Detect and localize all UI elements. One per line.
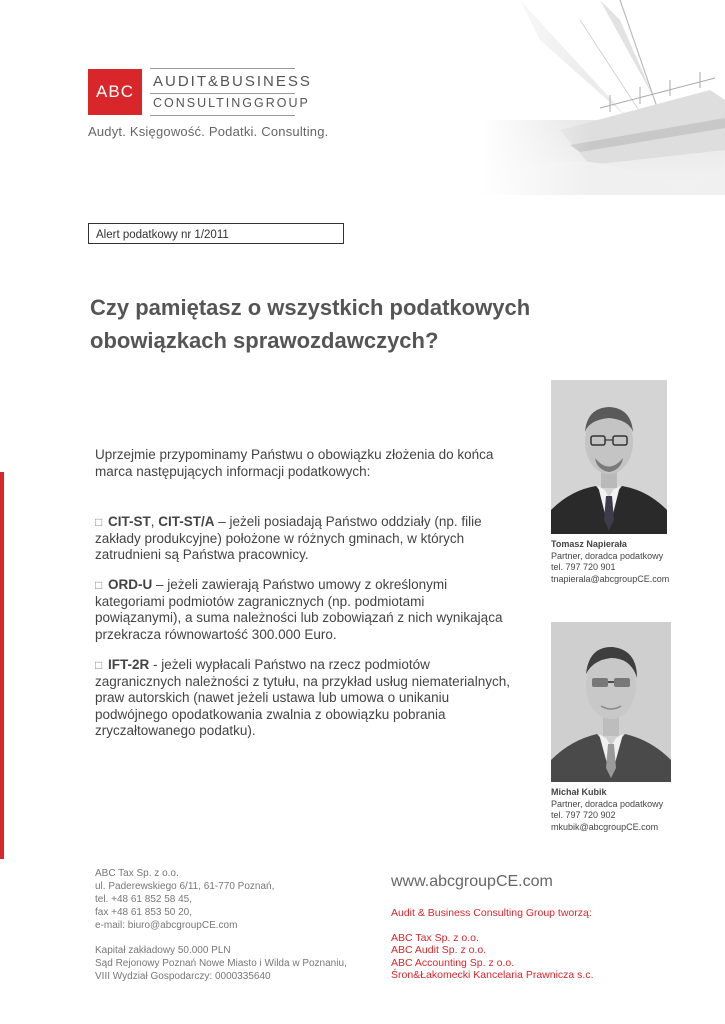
intro-paragraph: Uprzejmie przypominamy Państwu o obowiązku złożenia do końca marca następujących informacji podatkowych:	[95, 447, 494, 479]
checkbox-bullet-icon: □	[95, 658, 103, 672]
company-name: ABC Tax Sp. z o.o.	[95, 868, 179, 879]
person-photo	[551, 622, 671, 782]
abc-logo-mark: ABC	[88, 69, 142, 115]
separator: ,	[150, 514, 159, 529]
company-fax: fax +48 61 853 50 20,	[95, 907, 193, 918]
company-court: Sąd Rejonowy Poznań Nowe Miasto i Wilda w Poznaniu,	[95, 958, 347, 969]
group-member: Śron&Łakomecki Kancelaria Prawnicza s.c.	[391, 969, 594, 981]
person-name: Tomasz Napierała	[551, 539, 627, 549]
website-link[interactable]: www.abcgroupCE.com	[391, 873, 553, 890]
form-code: CIT-ST/A	[158, 514, 215, 529]
person-card	[551, 539, 669, 585]
person-card	[551, 787, 663, 833]
person-role: Partner, doradca podatkowy	[551, 550, 664, 561]
company-address: ul. Paderewskiego 6/11, 61-770 Poznań,	[95, 881, 275, 892]
logo-line1: AUDIT&BUSINESS	[153, 73, 312, 90]
person-phone: tel. 797 720 901	[551, 562, 616, 572]
person-role: Partner, doradca podatkowy	[551, 798, 664, 809]
checkbox-bullet-icon: □	[95, 578, 103, 592]
person-email: mkubik@abcgroupCE.com	[551, 821, 659, 832]
logo-line2: CONSULTINGGROUP	[153, 96, 310, 110]
logo-rule	[150, 93, 295, 94]
page-title: Czy pamiętasz o wszystkich podatkowych obowiązkach sprawozdawczych?	[90, 295, 531, 353]
alert-label: Alert podatkowy nr 1/2011	[88, 223, 344, 244]
group-members-block	[391, 907, 594, 982]
company-capital: Kapitał zakładowy 50.000 PLN	[95, 945, 231, 956]
company-email: e-mail: biuro@abcgroupCE.com	[95, 920, 238, 931]
form-code: CIT-ST	[108, 514, 151, 529]
list-item	[95, 514, 510, 564]
sailboat-image	[480, 0, 725, 195]
company-phone: tel. +48 61 852 58 45,	[95, 894, 193, 905]
person-email: tnapierala@abcgroupCE.com	[551, 573, 670, 584]
group-heading: Audit & Business Consulting Group tworzą:	[391, 907, 592, 919]
person-phone: tel. 797 720 902	[551, 810, 616, 820]
item-text: – jeżeli zawierają Państwo umowy z określonymi kategoriami podmiotów zagranicznych (np. podmiotami powiązanymi), a suma należności lub zobowiązań z nich wynikająca przekracza równowartość 300.000 Euro.	[95, 577, 503, 642]
logo-rule	[150, 115, 295, 116]
item-text: – jeżeli posiadają Państwo oddziały (np. filie zakłady produkcyjne) położone w różnych gminach, w których zatrudnieni są Państwa pracownicy.	[95, 514, 482, 562]
person-photo	[551, 380, 667, 534]
tagline: Audyt. Księgowość. Podatki. Consulting.	[88, 124, 329, 139]
form-code: IFT-2R	[108, 657, 150, 672]
checkbox-bullet-icon: □	[95, 515, 103, 529]
company-register: VIII Wydział Gospodarczy: 0000335640	[95, 971, 271, 982]
person-name: Michał Kubik	[551, 787, 607, 797]
list-item	[95, 657, 510, 740]
form-code: ORD-U	[108, 577, 153, 592]
list-item	[95, 577, 510, 643]
group-member: ABC Accounting Sp. z o.o.	[391, 956, 515, 969]
side-accent-bar	[0, 472, 4, 859]
item-text: - jeżeli wypłacali Państwo na rzecz podmiotów zagranicznych należności z tytułu, na przykład usług niematerialnych, praw autorskich (nawet jeżeli ustawa lub umowa o unikaniu podwójnego opodatkowania zwalnia z obowiązku pobrania zryczałtowanego podatku).	[95, 657, 510, 738]
group-member: ABC Audit Sp. z o.o.	[391, 944, 487, 956]
group-member: ABC Tax Sp. z o.o.	[391, 931, 479, 944]
logo-rule	[150, 68, 295, 69]
company-address-block	[95, 867, 347, 983]
